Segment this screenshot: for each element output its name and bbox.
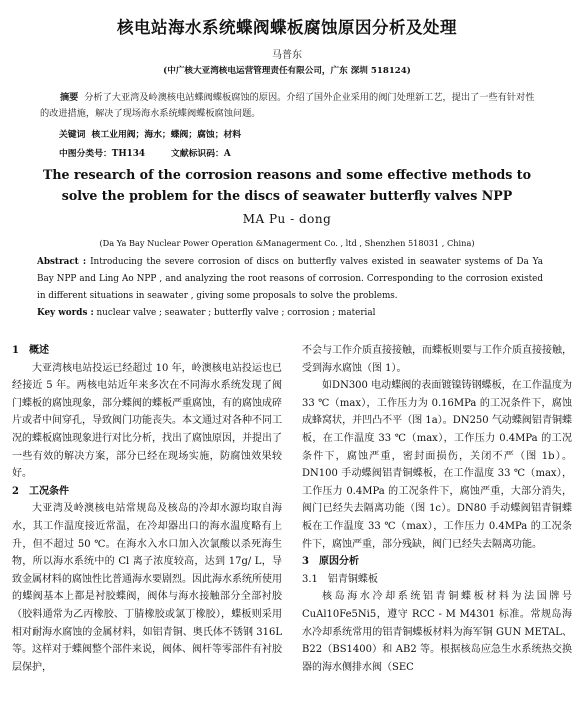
keywords-cn: [59, 127, 241, 140]
abstract-cn: [40, 90, 542, 122]
section-2-paragraph: 大亚湾及岭澳核电站常规岛及核岛的冷却水源均取自海水，其工作温度接近常温，在冷却器出口的海水温度略有上升，但不超过 50 ℃。在海水入水口加入次氯酸以杀死海生物，所以海水系统中的 Cl 离子浓度较高，达到 17g/ L，导致金属材料的腐蚀性比普通海水要剧烈。因此海水系统所使用的蝶阀基本上都是衬胶蝶阀，阀体与海水接触部分全部衬胶（胶料通常为乙丙橡胶、丁腈橡胶或氯丁橡胶），蝶板则采用相对耐海水腐蚀的金属材料，如铝青铜、奥氏体不锈钢 316L 等。这样对于蝶阀整个部件来说，阀体、阀杆等零部件有衬胶层保护，: [12, 503, 282, 673]
doc-code-label: 文献标识码：: [171, 149, 224, 159]
abstract-en: [37, 254, 543, 305]
classification-cn: [59, 146, 231, 159]
body-column-right: [302, 342, 572, 676]
keywords-cn-text: 核工业用阀；海水；蝶阀；腐蚀；材料: [91, 130, 242, 140]
section-2-heading: 2 工况条件: [12, 485, 69, 497]
paper-title-en-line2: solve the problem for the discs of seawater butterfly valves NPP: [61, 188, 513, 203]
abstract-cn-label: 摘要: [60, 92, 79, 103]
section-3-1-heading: 3.1 铝青铜蝶板: [302, 573, 378, 585]
section-1-heading: 1 概述: [12, 345, 49, 356]
abstract-en-text: Introducing the severe corrosion of discs on butterfly valves existed in seawater systems of Da Ya Bay NPP and Ling Ao NPP , and analyzing the root reasons of corrosion. Corresponding to the corrosion existed in different situations in seawater , giving some proposals to solve the problems.: [37, 257, 544, 301]
clc-value: TH134: [111, 149, 146, 159]
clc-label: 中图分类号：: [59, 149, 112, 159]
keywords-en: [37, 308, 375, 318]
section-3-1-paragraph: 核岛海水冷却系统铝青铜蝶板材料为法国牌号 CuAl10Fe5Ni5，遵守 RCC - M M4301 标准。常规岛海水冷却系统常用的铝青铜蝶板材料为海军铜 GUN METAL、B22（BS1400）和 AB2 等。根据核岛应急生水系统热交换器的海水侧排水阀（SEC: [302, 591, 572, 673]
section-3-heading: 3 原因分析: [302, 556, 359, 568]
keywords-en-text: nuclear valve ; seawater ; butterfly valve ; corrosion ; material: [96, 308, 376, 318]
author-en: MA Pu - dong: [242, 212, 332, 226]
doc-code-value: A: [223, 149, 231, 159]
affiliation-cn: (中广核大亚湾核电运营管理责任有限公司，广东 深圳 518124): [163, 66, 411, 76]
paper-title-en: [0, 164, 574, 206]
section-1-paragraph: 大亚湾核电站投运已经超过 10 年，岭澳核电站投运也已经接近 5 年。两核电站近年来多次在不同海水系统发现了阀门蝶板的腐蚀现象，部分蝶阀的蝶板严重腐蚀，有的腐蚀成碎片或者中间穿孔，导致阀门功能丧失。本文通过对各种不同工况的蝶板腐蚀现象进行对比分析，找出了腐蚀原因，并提出了一些有效的解决方案，部分已经在现场实施，防腐蚀效果较好。: [12, 362, 282, 480]
keywords-en-label: Key words :: [37, 308, 94, 318]
abstract-en-label: Abstract :: [37, 257, 87, 267]
body-column-left: [12, 342, 282, 676]
paper-title-cn: 核电站海水系统蝶阀蝶板腐蚀原因分析及处理: [117, 18, 457, 37]
affiliation-en: (Da Ya Bay Nuclear Power Operation &Managerment Co. , ltd , Shenzhen 518031 , China): [99, 238, 475, 248]
abstract-cn-text: 分析了大亚湾及岭澳核电站蝶阀蝶板腐蚀的原因。介绍了国外企业采用的阀门处理新工艺，提出了一些有针对性的改进措施，解决了现场海水系统蝶阀蝶板腐蚀问题。: [40, 92, 535, 119]
keywords-cn-label: 关键词: [59, 130, 86, 140]
author-cn: 马普东: [272, 50, 302, 61]
section-2-continued: 不会与工作介质直接接触，而蝶板则要与工作介质直接接触，受到海水腐蚀（图 1）。: [302, 345, 572, 374]
paper-title-en-line1: The research of the corrosion reasons and some effective methods to: [42, 167, 531, 182]
section-2-cases-paragraph: 如DN300 电动蝶阀的表面镀镍铸钢蝶板，在工作温度为 33 ℃（max），工作压力为 0.16MPa 的工况条件下，腐蚀成蜂窝状，并凹凸不平（图 1a）。DN250 气动蝶阀铝青铜蝶板，在工作温度 33 ℃（max），工作压力 0.4MPa 的工况条件下，腐蚀严重，密封面损伤，关闭不严（图 1b）。DN100 手动蝶阀铝青铜蝶板，在工作温度 33 ℃（max），工作压力 0.4MPa 的工况条件下，腐蚀严重，大部分消失，阀门已经失去隔离功能（图 1c）。DN80 手动蝶阀铝青铜蝶板在工作温度 33 ℃（max），工作压力 0.4MPa 的工况条件下，腐蚀严重，部分残缺，阀门已经失去隔离功能。: [302, 380, 572, 550]
